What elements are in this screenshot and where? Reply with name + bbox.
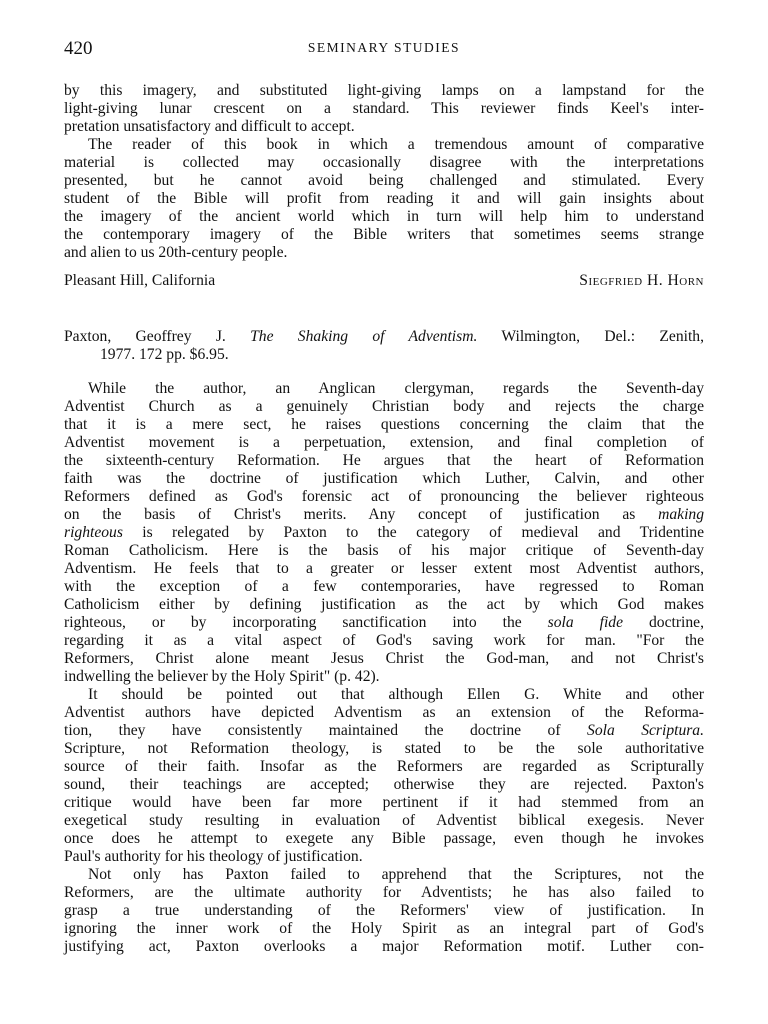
text-line: the contemporary imagery of the Bible writers that sometimes seems strange bbox=[64, 226, 704, 243]
text-line: critique would have been far more pertinent if it had stemmed from an bbox=[64, 794, 704, 811]
text-line: Scripture, not Reformation theology, is stated to be the sole authoritative bbox=[64, 740, 704, 757]
text-line: Adventist authors have depicted Adventism as an extension of the Reforma- bbox=[64, 704, 704, 721]
text-line: grasp a true understanding of the Reformers' view of justification. In bbox=[64, 902, 704, 919]
text-line: regarding it as a vital aspect of God's saving work for man. "For the bbox=[64, 632, 704, 649]
text-line: source of their faith. Insofar as the Reformers are regarded as Scripturally bbox=[64, 758, 704, 775]
text-line: that it is a mere sect, he raises questions concerning the claim that the bbox=[64, 416, 704, 433]
text-line: Adventist movement is a perpetuation, extension, and final completion of bbox=[64, 434, 704, 451]
text-line: righteous is relegated by Paxton to the category of medieval and Tridentine bbox=[64, 524, 704, 541]
page-body bbox=[64, 82, 704, 956]
text-line: Paul's authority for his theology of justification. bbox=[64, 848, 363, 865]
text-line: with the exception of a few contemporaries, have regressed to Roman bbox=[64, 578, 704, 595]
page-number: 420 bbox=[64, 38, 93, 59]
page-header bbox=[64, 38, 704, 60]
text-line: presented, but he cannot avoid being challenged and stimulated. Every bbox=[64, 172, 704, 189]
text-line: the imagery of the ancient world which in turn will help him to understand bbox=[64, 208, 704, 225]
text-line: by this imagery, and substituted light-giving lamps on a lampstand for the bbox=[64, 82, 704, 99]
text-line: Adventism. He feels that to a greater or lesser extent most Adventist authors, bbox=[64, 560, 704, 577]
text-line: pretation unsatisfactory and difficult to accept. bbox=[64, 118, 355, 135]
reviewer-location: Pleasant Hill, California bbox=[64, 272, 216, 289]
text-line: It should be pointed out that although Ellen G. White and other bbox=[88, 686, 704, 703]
text-line: Not only has Paxton failed to apprehend that the Scriptures, not the bbox=[88, 866, 704, 883]
text-line: ignoring the inner work of the Holy Spirit as an integral part of God's bbox=[64, 920, 704, 937]
text-line: justifying act, Paxton overlooks a major Reformation motif. Luther con- bbox=[64, 938, 704, 955]
citation-publication: Wilmington, Del.: Zenith, bbox=[501, 328, 704, 345]
text-line: Reformers, are the ultimate authority for Adventists; he has also failed to bbox=[64, 884, 704, 901]
text-line: indwelling the believer by the Holy Spirit" (p. 42). bbox=[64, 668, 380, 685]
text-line: and alien to us 20th-century people. bbox=[64, 244, 288, 261]
text-line: righteous, or by incorporating sanctification into the sola fide doctrine, bbox=[64, 614, 704, 631]
citation-author: Paxton, Geoffrey J. bbox=[64, 328, 226, 345]
text-line: on the basis of Christ's merits. Any concept of justification as making bbox=[64, 506, 704, 523]
text-line: Roman Catholicism. Here is the basis of his major critique of Seventh-day bbox=[64, 542, 704, 559]
text-line: Adventist Church as a genuinely Christian body and rejects the charge bbox=[64, 398, 704, 415]
text-line: tion, they have consistently maintained the doctrine of Sola Scriptura. bbox=[64, 722, 705, 739]
text-line: faith was the doctrine of justification which Luther, Calvin, and other bbox=[64, 470, 704, 487]
reviewer-name: Siegfried H. Horn bbox=[579, 272, 704, 289]
text-line: the sixteenth-century Reformation. He argues that the heart of Reformation bbox=[64, 452, 704, 469]
text-line: exegetical study resulting in evaluation of Adventist biblical exegesis. Never bbox=[64, 812, 704, 829]
text-line: student of the Bible will profit from reading it and will gain insights about bbox=[64, 190, 704, 207]
text-line: light-giving lunar crescent on a standard. This reviewer finds Keel's inter- bbox=[64, 100, 704, 117]
text-line: once does he attempt to exegete any Bible passage, even though he invokes bbox=[64, 830, 704, 847]
text-line: Reformers defined as God's forensic act of pronouncing the believer righteous bbox=[64, 488, 704, 505]
text-line: material is collected may occasionally disagree with the interpretations bbox=[64, 154, 704, 171]
citation-line bbox=[64, 328, 704, 346]
running-head: SEMINARY STUDIES bbox=[307, 40, 461, 55]
text-line: The reader of this book in which a tremendous amount of comparative bbox=[88, 136, 704, 153]
citation-title: The Shaking of Adventism. bbox=[250, 328, 478, 345]
text-line: While the author, an Anglican clergyman, regards the Seventh-day bbox=[88, 380, 704, 397]
text-line: sound, their teachings are accepted; otherwise they are rejected. Paxton's bbox=[64, 776, 704, 793]
text-line: Catholicism either by defining justification as the act by which God makes bbox=[64, 596, 704, 613]
citation-details: 1977. 172 pp. $6.95. bbox=[100, 346, 229, 363]
review-signature bbox=[64, 272, 704, 290]
text-line: Reformers, Christ alone meant Jesus Christ the God-man, and not Christ's bbox=[64, 650, 704, 667]
